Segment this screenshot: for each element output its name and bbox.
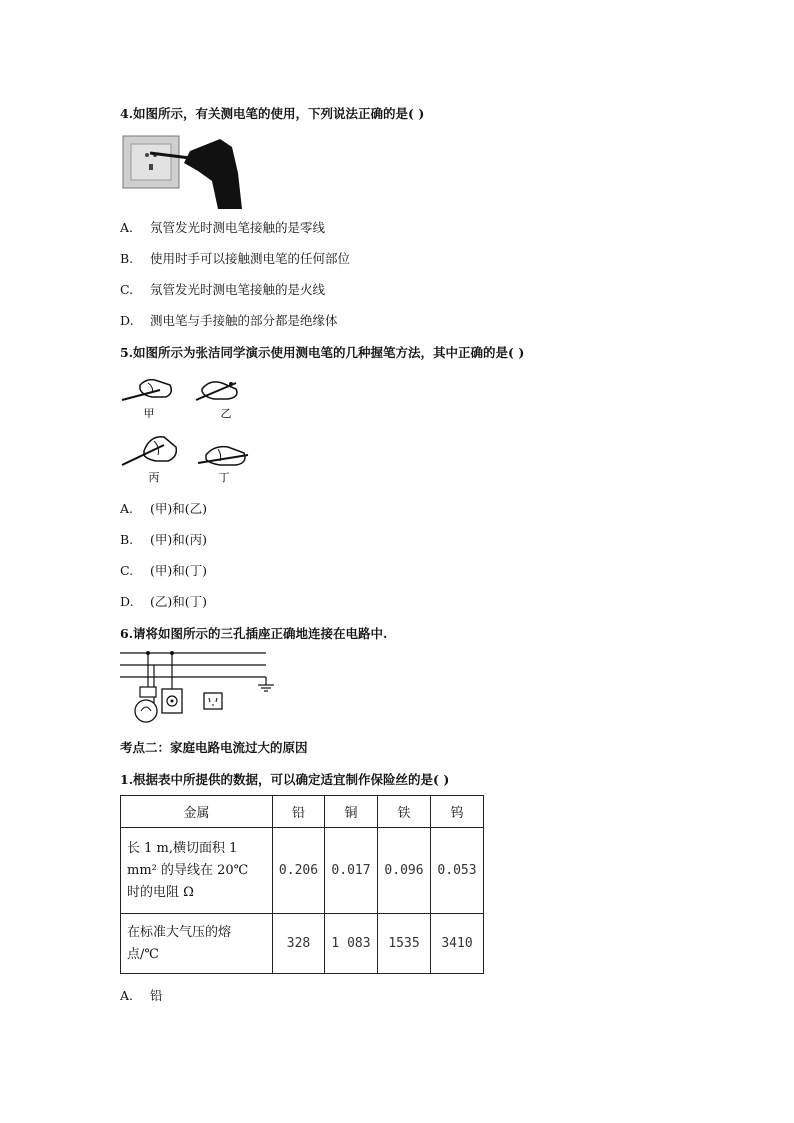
q4-option-d xyxy=(120,313,338,329)
option-text: (甲)和(乙) xyxy=(150,501,208,516)
option-text: 氖管发光时测电笔接触的是零线 xyxy=(150,220,326,235)
q5-stem: 5.如图所示为张洁同学演示使用测电笔的几种握笔方法，其中正确的是( ) xyxy=(120,345,525,360)
option-letter: C. xyxy=(120,563,134,578)
table-header-cell: 金属 xyxy=(121,796,273,828)
grip-label-ding: 丁 xyxy=(218,471,230,484)
option-text: (甲)和(丁) xyxy=(150,563,208,578)
q4-figure-test-pen-socket xyxy=(120,133,242,209)
grip-ding-drawing xyxy=(198,447,248,465)
q4-option-c xyxy=(120,282,325,298)
q1-option-a xyxy=(120,988,163,1004)
table-header-cell: 铜 xyxy=(325,796,378,828)
option-text: 铅 xyxy=(150,988,163,1003)
option-letter: C. xyxy=(120,282,134,297)
grip-yi-drawing xyxy=(196,382,237,400)
q5-option-b xyxy=(120,532,207,548)
grip-label-bing: 丙 xyxy=(148,471,160,484)
grip-label-yi: 乙 xyxy=(220,407,232,420)
option-text: (甲)和(丙) xyxy=(150,532,208,547)
grip-bing-drawing xyxy=(122,437,176,465)
option-letter: B. xyxy=(120,532,134,547)
table-cell: 1 083 xyxy=(325,914,378,974)
table-cell: 0.053 xyxy=(431,828,484,914)
q4-option-b xyxy=(120,251,350,267)
q4-stem: 4.如图所示，有关测电笔的使用，下列说法正确的是( ) xyxy=(120,106,425,121)
table-cell: 0.096 xyxy=(378,828,431,914)
option-letter: A. xyxy=(120,988,134,1003)
table-header-cell: 钨 xyxy=(431,796,484,828)
option-text: (乙)和(丁) xyxy=(150,594,208,609)
label-line: 时的电阻 Ω xyxy=(127,884,194,900)
table-cell: 328 xyxy=(273,914,325,974)
option-letter: A. xyxy=(120,501,134,516)
table-header-cell: 铅 xyxy=(273,796,325,828)
table-row-label xyxy=(121,828,273,914)
label-line: mm² 的导线在 20℃ xyxy=(127,862,249,878)
table-header-row xyxy=(121,796,484,828)
table-row-label xyxy=(121,914,273,974)
q5-figure-pen-grips xyxy=(118,375,268,487)
q5-option-a xyxy=(120,501,207,517)
option-letter: A. xyxy=(120,220,134,235)
option-letter: D. xyxy=(120,594,134,609)
q5-option-d xyxy=(120,594,207,610)
table-cell: 3410 xyxy=(431,914,484,974)
option-text: 氖管发光时测电笔接触的是火线 xyxy=(150,282,326,297)
option-text: 测电笔与手接触的部分都是绝缘体 xyxy=(150,313,338,328)
label-line: 在标准大气压的熔 xyxy=(127,924,232,940)
table-cell: 0.206 xyxy=(273,828,325,914)
q5-option-c xyxy=(120,563,207,579)
option-letter: D. xyxy=(120,313,134,328)
table-header-cell: 铁 xyxy=(378,796,431,828)
table-cell: 1535 xyxy=(378,914,431,974)
q6-figure-circuit xyxy=(118,647,280,729)
metal-properties-table xyxy=(120,795,484,974)
label-line: 点/℃ xyxy=(127,946,159,962)
q4-option-a xyxy=(120,220,325,236)
grip-label-jia: 甲 xyxy=(143,407,155,420)
q1-stem: 1.根据表中所提供的数据，可以确定适宜制作保险丝的是( ) xyxy=(120,772,450,787)
q6-stem: 6.请将如图所示的三孔插座正确地连接在电路中. xyxy=(120,626,388,641)
grip-jia-drawing xyxy=(122,380,171,400)
option-letter: B. xyxy=(120,251,134,266)
label-line: 长 1 m,横切面积 1 xyxy=(127,840,238,856)
table-cell: 0.017 xyxy=(325,828,378,914)
option-text: 使用时手可以接触测电笔的任何部位 xyxy=(150,251,351,266)
table-row xyxy=(121,828,484,914)
section2-title: 考点二：家庭电路电流过大的原因 xyxy=(120,740,308,755)
table-row xyxy=(121,914,484,974)
